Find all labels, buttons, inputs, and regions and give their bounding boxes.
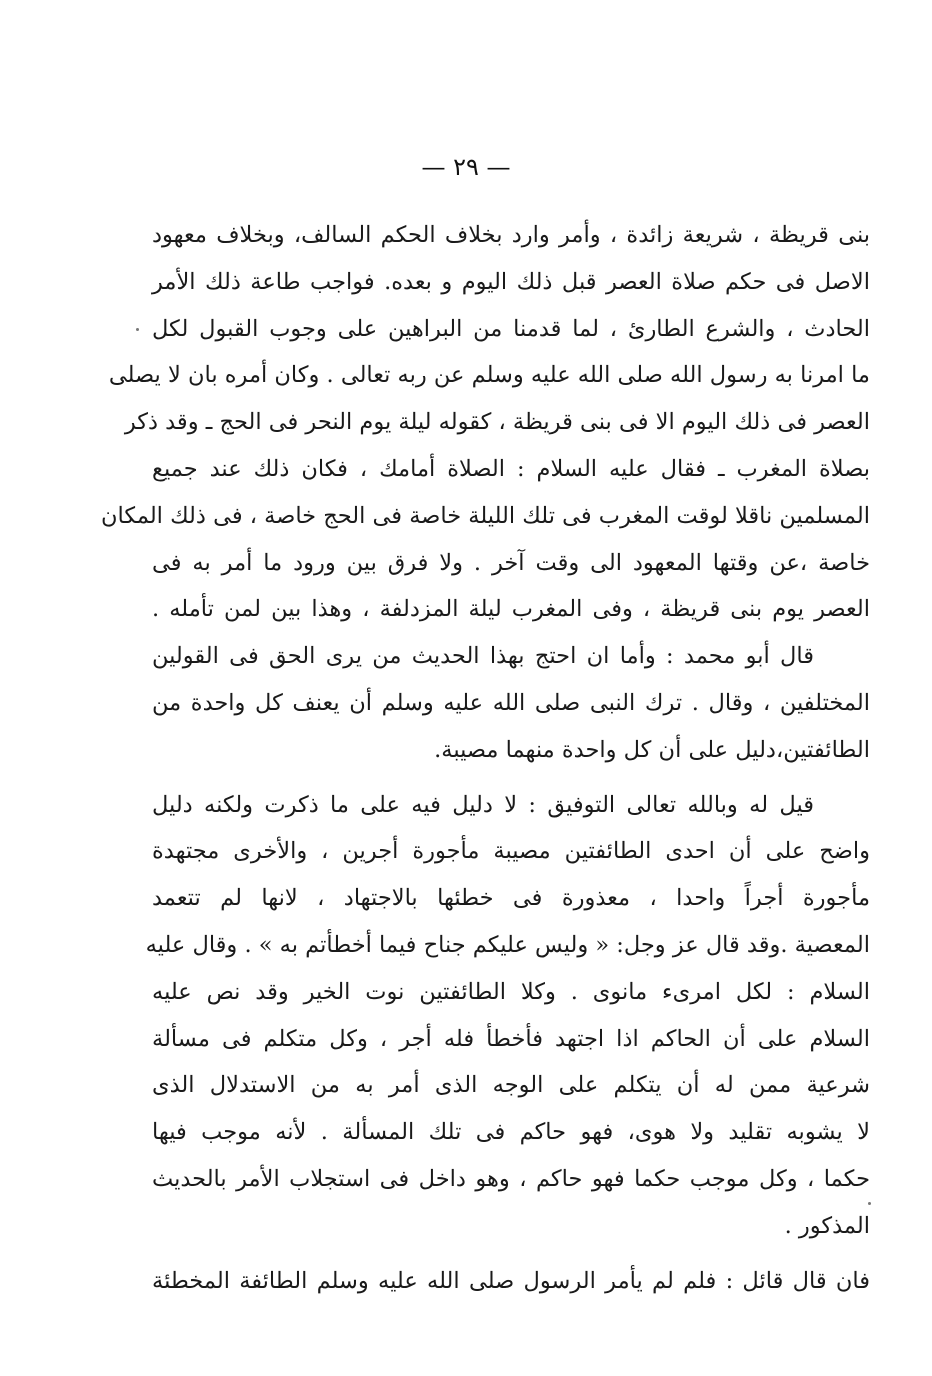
page-number: — ٢٩ — [421, 153, 511, 181]
text-line: شرعية ممن له أن يتكلم على الوجه الذى أمر به من الاستدلال الذى [152, 1072, 870, 1099]
scan-speck [136, 328, 139, 331]
paragraph-gap [152, 774, 870, 782]
text-line: لا يشوبه تقليد ولا هوى، فهو حاكم فى تلك المسألة . لأنه موجب فيها [152, 1119, 870, 1146]
body-text [101, 212, 870, 1304]
text-line: العصر فى ذلك اليوم الا فى بنى قريظة ، كقوله ليلة يوم النحر فى الحج ـ وقد ذكر [124, 409, 870, 436]
text-line: واضح على أن احدى الطائفتين مصيبة مأجورة أجرين ، والأخرى مجتهدة [152, 838, 870, 865]
text-line: السلام : لكل امرىء مانوى . وكلا الطائفتين نوت الخير وقد نص عليه [152, 978, 870, 1005]
text-line: مأجورة أجراً واحدا ، معذورة فى خطئها بالاجتهاد ، لانها لم تتعمد [152, 885, 870, 912]
paragraph [101, 212, 870, 633]
text-line: بصلاة المغرب ـ فقال عليه السلام : الصلاة أمامك ، فكان ذلك عند جميع [152, 455, 870, 482]
text-line: العصر يوم بنى قريظة ، وفى المغرب ليلة المزدلفة ، وهذا بين لمن تأمله . [152, 596, 870, 623]
text-line: ما امرنا به رسول الله صلى الله عليه وسلم عن ربه تعالى . وكان أمره بان لا يصلى [108, 362, 870, 389]
text-line: بنى قريظة ، شريعة زائدة ، وأمر وارد بخلاف الحكم السالف، وبخلاف معهود [152, 222, 870, 248]
text-line: حكما ، وكل موجب حكما فهو حاكم ، وهو داخل فى استجلاب الأمر بالحديث [152, 1165, 870, 1192]
text-line: قال أبو محمد : وأما ان احتج بهذا الحديث من يرى الحق فى القولين [152, 643, 814, 670]
text-line: المسلمين ناقلا لوقت المغرب فى تلك الليلة خاصة فى الحج خاصة ، فى ذلك المكان [101, 502, 870, 529]
text-line: السلام على أن الحاكم اذا اجتهد فأخطأ فله أجر ، وكل متكلم فى مسألة [152, 1025, 870, 1052]
text-line: الاصل فى حكم صلاة العصر قبل ذلك اليوم و بعده. فواجب طاعة ذلك الأمر [152, 268, 870, 295]
text-line: قيل له وبالله تعالى التوفيق : لا دليل فيه على ما ذكرت ولكنه دليل [152, 791, 814, 818]
paragraph-gap [152, 1250, 870, 1258]
paragraph [152, 633, 870, 773]
paragraph [145, 782, 870, 1250]
scan-speck [868, 1202, 871, 1205]
text-line: خاصة ،عن وقتها المعهود الى وقت آخر . ولا فرق بين ورود ما أمر به فى [152, 549, 870, 576]
text-line: الحادث ، والشرع الطارئ ، لما قدمنا من البراهين على وجوب القبول لكل [152, 315, 870, 342]
text-line: المختلفين ، وقال . ترك النبى صلى الله عليه وسلم أن يعنف كل واحدة من [152, 689, 870, 716]
text-line: المعصية .وقد قال عز وجل: « وليس عليكم جناح فيما أخطأتم به » . وقال عليه [145, 931, 870, 958]
text-line: الطائفتين،دليل على أن كل واحدة منهما مصيبة. [434, 736, 870, 763]
text-line: فان قال قائل : فلم لم يأمر الرسول صلى الله عليه وسلم الطائفة المخطئة [152, 1267, 870, 1294]
text-line: المذكور . [784, 1212, 870, 1239]
paragraph [152, 1258, 870, 1305]
